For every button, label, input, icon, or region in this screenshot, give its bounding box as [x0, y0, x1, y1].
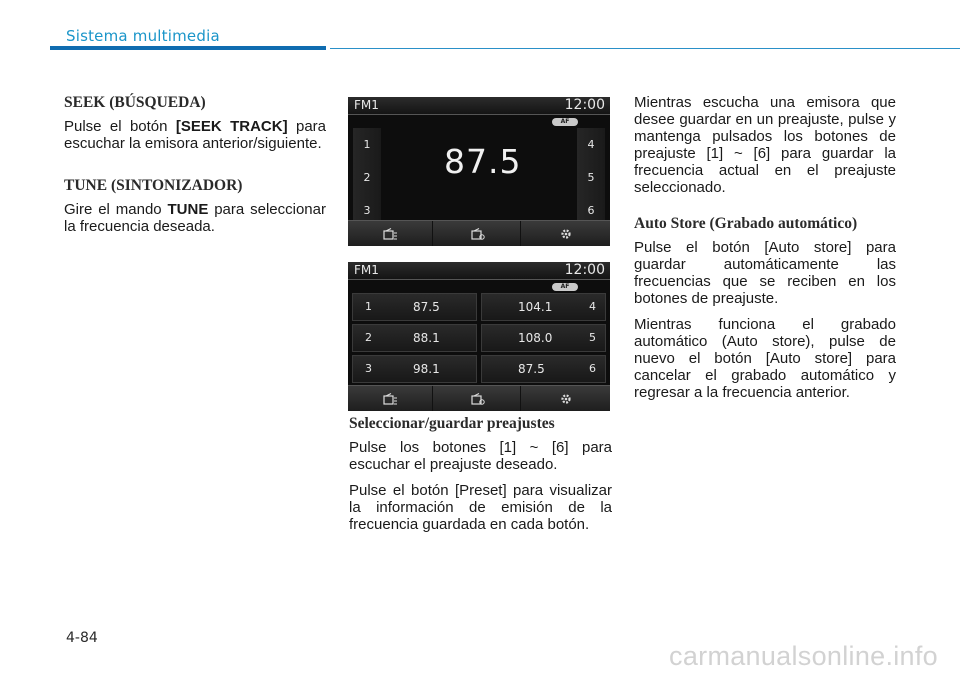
section-title: Sistema multimedia — [66, 27, 220, 45]
tune-text-pre: Gire el mando — [64, 201, 168, 218]
watermark: carmanualsonline.info — [669, 641, 938, 671]
current-frequency: 87.5 — [444, 142, 522, 181]
bottom-toolbar — [348, 220, 610, 246]
header-rule-thick — [50, 46, 326, 50]
page-number: 4-84 — [66, 630, 98, 646]
tune-text-post: para seleccionar la frecuencia deseada. — [64, 201, 326, 235]
preset-frequency: 87.5 — [518, 362, 545, 376]
preset-frequency: 104.1 — [518, 300, 553, 314]
seek-text-pre: Pulse el botón — [64, 118, 176, 135]
preset-list-button[interactable] — [348, 386, 433, 411]
preset-number: 5 — [589, 331, 596, 344]
preset-button-6[interactable]: 6 — [577, 194, 605, 228]
left-column — [64, 94, 326, 244]
preset-number: 3 — [365, 362, 372, 375]
seek-paragraph — [64, 118, 326, 152]
tune-heading: TUNE (SINTONIZADOR) — [64, 177, 243, 194]
preset-button-3[interactable]: 3 — [353, 194, 381, 228]
preset-button-4[interactable]: 4 — [577, 128, 605, 162]
gear-icon — [559, 228, 573, 240]
band-label: FM1 — [354, 98, 379, 112]
preset-button-1[interactable]: 1 — [353, 128, 381, 162]
preset-number: 2 — [365, 331, 372, 344]
af-badge: AF — [552, 283, 578, 291]
autostore-heading: Auto Store (Grabado automático) — [634, 215, 858, 232]
preset-number: 4 — [589, 300, 596, 313]
preset-button-2[interactable]: 2 — [353, 161, 381, 195]
preset-frequency: 88.1 — [413, 331, 440, 345]
right-column — [634, 94, 896, 410]
radio-screen-main — [348, 97, 610, 246]
seek-text-post: para escuchar la emisora anterior/siguiente. — [64, 118, 326, 152]
settings-button[interactable] — [524, 221, 608, 246]
gear-icon — [559, 393, 573, 405]
clock: 12:00 — [564, 97, 605, 113]
clock: 12:00 — [564, 262, 605, 278]
tune-key: TUNE — [167, 201, 209, 218]
autostore-paragraph-2: Mientras funciona el grabado automático (Auto store), pulse de nuevo el botón [Auto store] para cancelar el grabado automático y regresar a la frecuencia anterior. — [634, 316, 896, 401]
save-preset-paragraph: Mientras escucha una emisora que desee guardar en un preajuste, pulse y mantenga pulsados los botones de preajuste [1] ~ [6] para guardar la frecuencia actual en el preajuste seleccionado. — [634, 94, 896, 196]
bottom-toolbar — [348, 385, 610, 411]
presets-heading: Seleccionar/guardar preajustes — [349, 415, 555, 432]
status-bar — [348, 262, 610, 280]
tune-paragraph — [64, 201, 326, 235]
preset-frequency: 108.0 — [518, 331, 553, 345]
preset-row-5[interactable] — [481, 324, 606, 352]
settings-button[interactable] — [524, 386, 608, 411]
radio-list-icon — [383, 393, 397, 405]
preset-button-5[interactable]: 5 — [577, 161, 605, 195]
radio-search-button[interactable] — [436, 386, 521, 411]
af-badge: AF — [552, 118, 578, 126]
middle-column — [349, 415, 612, 542]
preset-frequency: 87.5 — [413, 300, 440, 314]
preset-list-button[interactable] — [348, 221, 433, 246]
preset-row-6[interactable] — [481, 355, 606, 383]
radio-list-icon — [383, 228, 397, 240]
preset-frequency: 98.1 — [413, 362, 440, 376]
seek-track-key: [SEEK TRACK] — [175, 118, 288, 135]
seek-heading: SEEK (BÚSQUEDA) — [64, 94, 206, 111]
radio-screen-presets — [348, 262, 610, 411]
preset-row-1[interactable] — [352, 293, 477, 321]
presets-paragraph-2: Pulse el botón [Preset] para visualizar la información de emisión de la frecuencia guardada en cada botón. — [349, 482, 612, 533]
preset-number: 1 — [365, 300, 372, 313]
autostore-paragraph-1: Pulse el botón [Auto store] para guardar automáticamente las frecuencias que se reciben en los botones de preajuste. — [634, 239, 896, 307]
presets-paragraph-1: Pulse los botones [1] ~ [6] para escuchar el preajuste deseado. — [349, 439, 612, 473]
preset-row-4[interactable] — [481, 293, 606, 321]
preset-row-3[interactable] — [352, 355, 477, 383]
radio-search-icon — [471, 393, 485, 405]
preset-row-2[interactable] — [352, 324, 477, 352]
preset-number: 6 — [589, 362, 596, 375]
status-bar — [348, 97, 610, 115]
band-label: FM1 — [354, 263, 379, 277]
header-rule-thin — [330, 48, 960, 49]
radio-search-button[interactable] — [436, 221, 521, 246]
radio-search-icon — [471, 228, 485, 240]
